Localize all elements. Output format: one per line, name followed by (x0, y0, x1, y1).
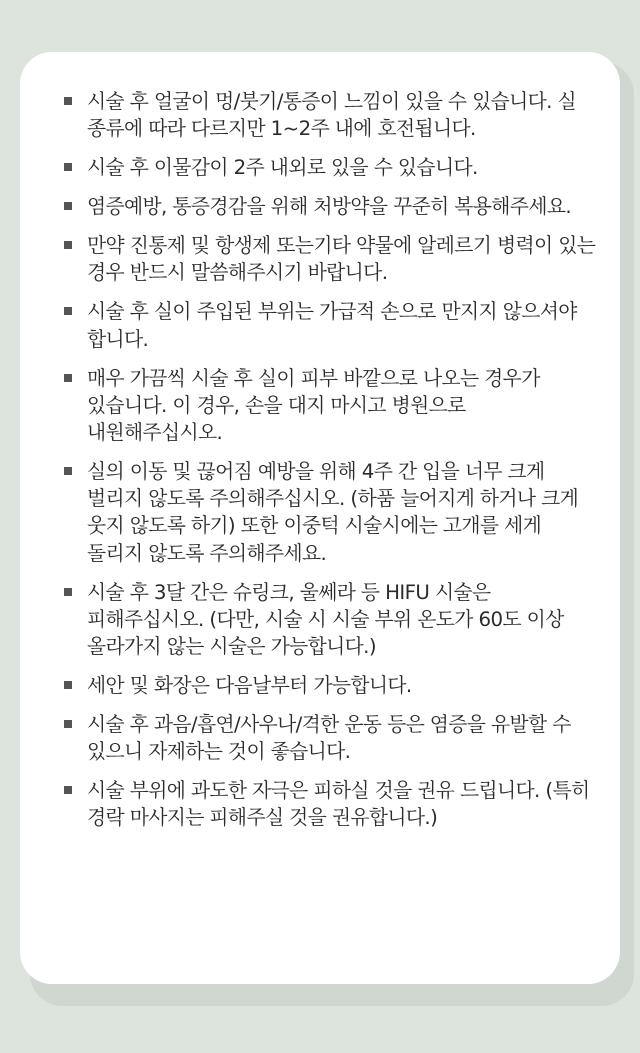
list-item (64, 711, 602, 765)
square-bullet-icon (64, 467, 72, 475)
list-item (64, 672, 602, 699)
square-bullet-icon (64, 307, 72, 315)
list-item-text: 매우 가끔씩 시술 후 실이 피부 바깥으로 나오는 경우가 있습니다. 이 경우, 손을 대지 마시고 병원으로 내원해주십시오. (87, 366, 540, 445)
list-item-text: 시술 부위에 과도한 자극은 피하실 것을 권유 드립니다. (특히 경락 마사지는 피해주실 것을 권유합니다.) (87, 779, 590, 830)
list-item (64, 365, 602, 447)
list-item-text: 시술 후 실이 주입된 부위는 가급적 손으로 만지지 않으셔야 합니다. (87, 300, 577, 351)
list-item (64, 777, 602, 831)
list-item-text: 시술 후 3달 간은 슈링크, 울쎄라 등 HIFU 시술은 피해주십시오. (다만, 시술 시 시술 부위 온도가 60도 이상 올라가지 않는 시술은 가능합니다.) (87, 580, 564, 659)
square-bullet-icon (64, 720, 72, 728)
list-item-text: 염증예방, 통증경감을 위해 처방약을 꾸준히 복용해주세요. (87, 195, 572, 219)
list-item (64, 579, 602, 661)
aftercare-notice-card (20, 52, 620, 984)
square-bullet-icon (64, 163, 72, 171)
list-item (64, 232, 602, 286)
square-bullet-icon (64, 241, 72, 249)
list-item-text: 시술 후 얼굴이 멍/붓기/통증이 느낌이 있을 수 있습니다. 실 종류에 따라 다르지만 1~2주 내에 호전됩니다. (87, 90, 577, 141)
aftercare-notice-list (64, 88, 602, 832)
list-item (64, 458, 602, 567)
list-item-text: 세안 및 화장은 다음날부터 가능합니다. (87, 674, 412, 698)
square-bullet-icon (64, 588, 72, 596)
list-item (64, 193, 602, 220)
square-bullet-icon (64, 786, 72, 794)
list-item (64, 154, 602, 181)
square-bullet-icon (64, 202, 72, 210)
list-item-text: 시술 후 과음/흡연/사우나/격한 운동 등은 염증을 유발할 수 있으니 자제하는 것이 좋습니다. (87, 713, 571, 764)
square-bullet-icon (64, 97, 72, 105)
square-bullet-icon (64, 374, 72, 382)
list-item-text: 실의 이동 및 끊어짐 예방을 위해 4주 간 입을 너무 크게 벌리지 않도록 주의해주십시오. (하품 늘어지게 하거나 크게 웃지 않도록 하기) 또한 이중턱 시술시에는 고개를 세게 돌리지 않도록 주의해주세요. (87, 460, 579, 565)
list-item-text: 시술 후 이물감이 2주 내외로 있을 수 있습니다. (87, 156, 478, 180)
list-item (64, 298, 602, 352)
square-bullet-icon (64, 681, 72, 689)
list-item-text: 만약 진통제 및 항생제 또는기타 약물에 알레르기 병력이 있는 경우 반드시 말씀해주시기 바랍니다. (87, 234, 596, 285)
list-item (64, 88, 602, 142)
